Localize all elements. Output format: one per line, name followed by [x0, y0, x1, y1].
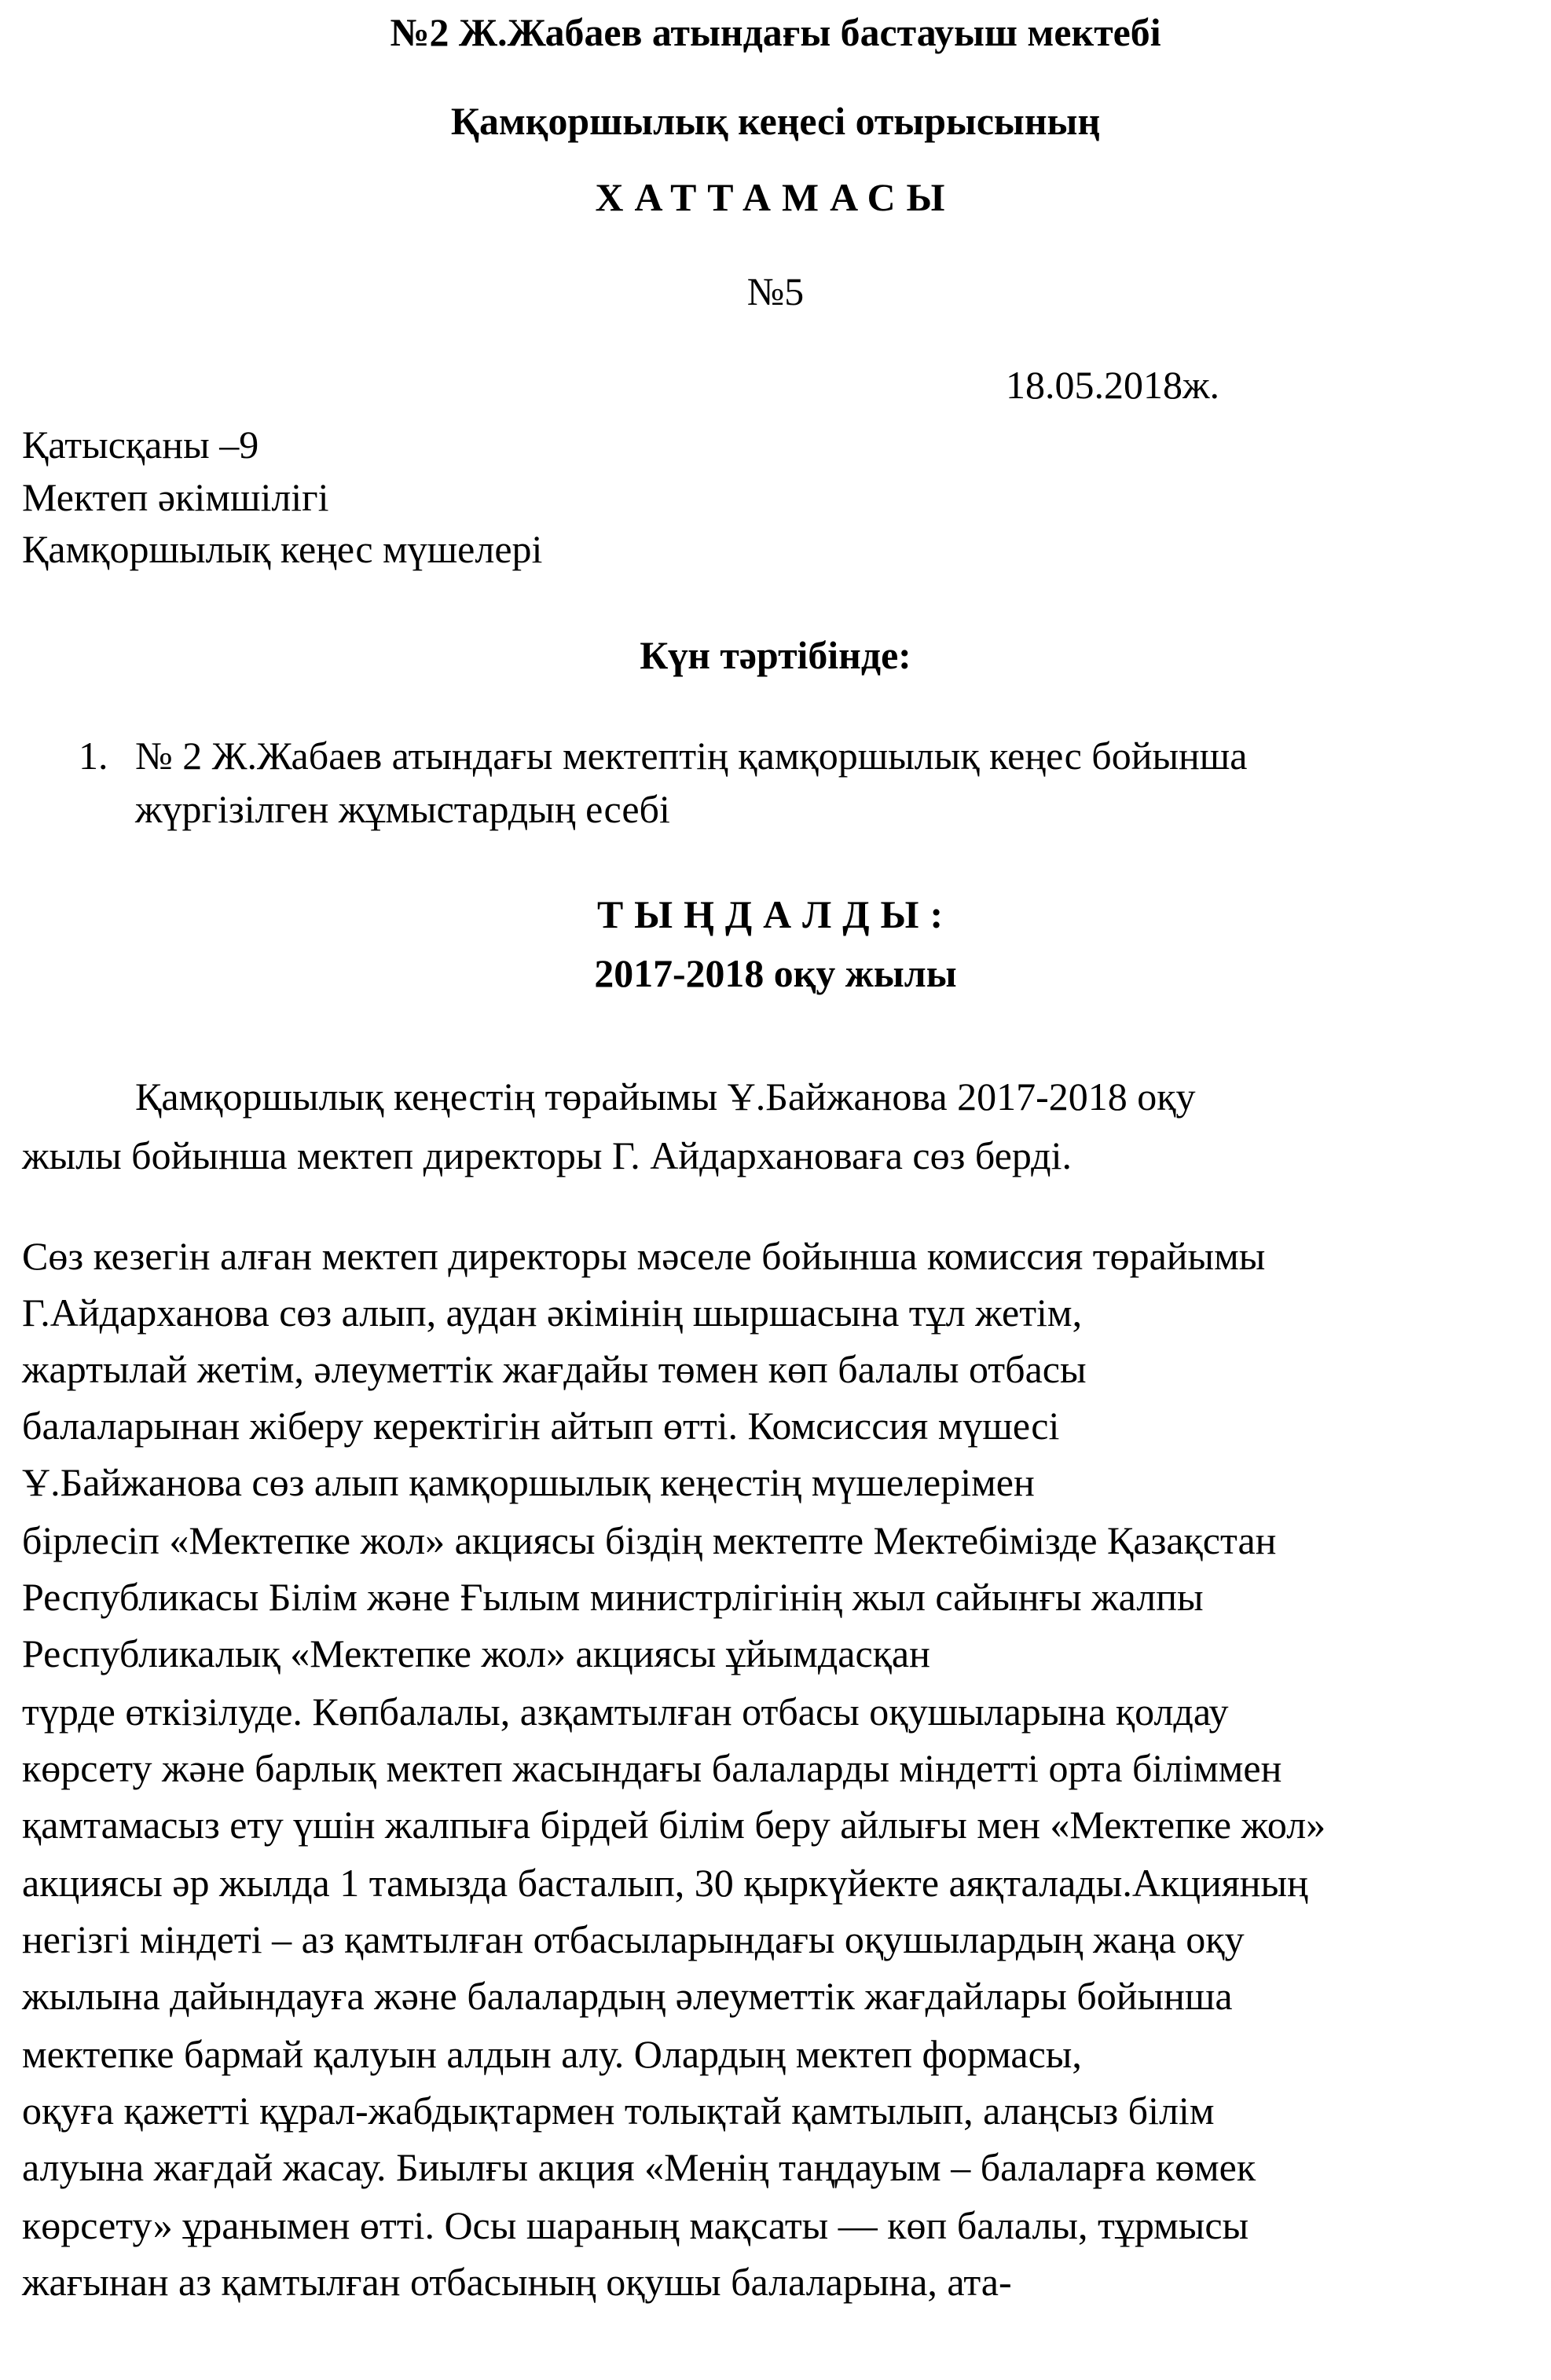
paragraph-line: түрде өткізілуде. Көпбалалы, азқамтылған отбасы оқушыларына қолдау [22, 1690, 1229, 1734]
paragraph-line: Сөз кезегін алған мектеп директоры мәселе бойынша комиссия төрайымы [22, 1234, 1266, 1278]
heard-subheading: 2017-2018 оқу жылы [594, 952, 957, 995]
agenda-item-text-line: № 2 Ж.Жабаев атындағы мектептің қамқоршылық кеңес бойынша [135, 734, 1248, 778]
document-title: ХАТТАМАСЫ [595, 176, 956, 219]
school-name: №2 Ж.Жабаев атындағы бастауыш мектебі [390, 11, 1161, 54]
paragraph-line: мектепке бармай қалуын алдын алу. Олардың мектеп формасы, [22, 2032, 1082, 2076]
paragraph-line: жылы бойынша мектеп директоры Г. Айдархановаға сөз берді. [22, 1133, 1072, 1177]
paragraph-line: балаларынан жіберу керектігін айтып өтті. Комсиссия мүшесі [22, 1404, 1060, 1448]
paragraph-line: жартылай жетім, әлеуметтік жағдайы төмен көп балалы отбасы [22, 1347, 1087, 1391]
paragraph-line: көрсету және барлық мектеп жасындағы балаларды міндетті орта біліммен [22, 1746, 1282, 1790]
attendance-administration: Мектеп әкімшілігі [22, 475, 329, 519]
paragraph-line: акциясы әр жылда 1 тамызда басталып, 30 қыркүйекте аяқталады.Акцияның [22, 1861, 1308, 1905]
paragraph-line: Республикалық «Мектепке жол» акциясы ұйымдасқан [22, 1631, 930, 1675]
paragraph-line: алуына жағдай жасау. Биылғы акция «Менің таңдауым – балаларға көмек [22, 2145, 1256, 2189]
paragraph-line: Г.Айдарханова сөз алып, аудан әкімінің шыршасына тұл жетім, [22, 1291, 1083, 1335]
paragraph-line: бірлесіп «Мектепке жол» акциясы біздің мектепте Мектебімізде Қазақстан [22, 1518, 1277, 1562]
paragraph-line: негізгі міндеті – аз қамтылған отбасыларындағы оқушылардың жаңа оқу [22, 1917, 1245, 1961]
agenda-item-text-line: жүргізілген жұмыстардың есебі [135, 787, 670, 831]
attendance-members: Қамқоршылық кеңес мүшелері [22, 527, 543, 571]
paragraph-line: қамтамасыз ету үшін жалпыға бірдей білім беру айлығы мен «Мектепке жол» [22, 1803, 1326, 1847]
agenda-item-number: 1. [79, 734, 108, 778]
agenda-heading: Күн тәртібінде: [640, 634, 911, 677]
council-title: Қамқоршылық кеңесі отырысының [450, 100, 1101, 143]
protocol-number: №5 [746, 270, 805, 313]
paragraph-line: жылына дайындауға және балалардың әлеуметтік жағдайлары бойынша [22, 1974, 1233, 2018]
document-date: 18.05.2018ж. [1006, 363, 1220, 407]
paragraph-line: оқуға қажетті құрал-жабдықтармен толықтай қамтылып, алаңсыз білім [22, 2089, 1215, 2133]
paragraph-line: көрсету» ұранымен өтті. Осы шараның мақсаты — көп балалы, тұрмысы [22, 2203, 1249, 2247]
heard-heading: ТЫҢДАЛДЫ: [596, 893, 955, 936]
paragraph-line: жағынан аз қамтылған отбасының оқушы балаларына, ата- [22, 2260, 1012, 2304]
paragraph-line: Республикасы Білім және Ғылым министрлігінің жыл сайынғы жалпы [22, 1575, 1204, 1619]
paragraph-line: Қамқоршылық кеңестің төрайымы Ұ.Байжанова 2017-2018 оқу [135, 1075, 1196, 1119]
paragraph-line: Ұ.Байжанова сөз алып қамқоршылық кеңестің мүшелерімен [22, 1460, 1035, 1504]
attendance-count: Қатысқаны –9 [22, 423, 259, 467]
